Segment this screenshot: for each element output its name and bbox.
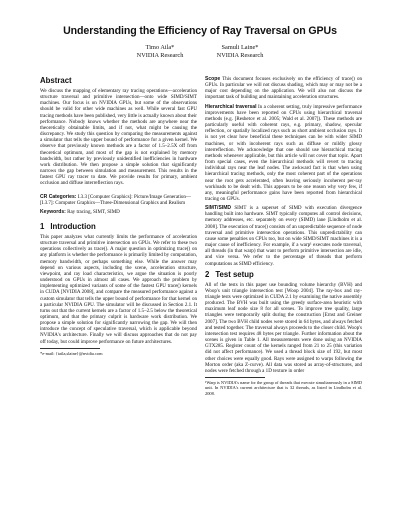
keywords-label: Keywords: [40,208,66,215]
scope-label: Scope [205,76,221,82]
introduction-paragraph: This paper analyzes what currently limits the performance of acceleration structure traversal and primitive intersection on GPUs. We refer to these two operations collectively as trace(). A major question in optimizing trace() on any platform is whether the performance is primarily limited by computation, memory bandwidth, or perhaps something else. While the answer may depend on various aspects, including the scene, acceleration structure, viewpoint, and ray load characteristics, we argue the situation is poorly understood on GPUs in almost all cases. We approach the problem by implementing optimized variants of some of the fastest GPU trace() kernels in CUDA [NVIDIA 2008], and compare the measured performance against a custom simulator that tells the upper bound of performance for that kernel on a particular NVIDIA GPU. The simulator will be discussed in Section 2.1. It turns out that the current kernels are a factor of 1.5–2.5 below the theoretical optimum, and that the primary culprit is hardware work distribution. We propose a simple solution for significantly narrowing the gap. We will then introduce the concept of speculative traversal, which is applicable beyond NVIDIA's architecture. Finally we will discuss approaches that do not pay off today, but could improve performance on future architectures. [40,233,197,345]
paper-title: Understanding the Efficiency of Ray Traversal on GPUs [63,25,337,37]
hierarchical-label: Hierarchical traversal [205,103,257,110]
email-footnote: *e-mail: {taila,slaine}@nvidia.com [40,350,103,356]
keywords [40,209,197,215]
section-number: 2 [205,269,210,279]
cr-categories [40,194,197,206]
hierarchical-text: In a coherent setting, truly impressive performance improvements have been reported on CPUs using hierarchical traversal methods (e.g. [Reshetov et al. 2005; Wald et al. 2007]). These methods are particularly useful with coherent rays, e.g. primary, shadow, specular reflection, or spatially localized rays such as short ambient occlusion rays. It is not yet clear how beneficial these techniques can be with wider SIMD machines, or with incoherent rays such as diffuse or mildly glossy interreflection. We acknowledge that one should use hierarchical tracing methods whenever applicable, but this article will not cover that topic. Apart from special cases, even the hierarchical methods will revert to tracing individual rays near the leaf nodes. The awkward fact is that when using hierarchical tracing methods, only the most coherent part of the operations near the root gets accelerated, often leaving seriously incoherent per-ray workloads to be dealt with. This appears to be one reason why very few, if any, meaningful performance gains have been reported from hierarchical tracing on GPUs. [205,103,362,202]
test-setup-paragraph: All of the tests in this paper use bounding volume hierarchy (BVH) and Woop's unit triangle intersection test [Woop 2004]. The ray-box and ray-triangle tests were optimized in CUDA 2.1 by examining the native assembly produced. The BVH was built using the greedy surface-area heuristic with maximum leaf node size 8 for all scenes. To improve tree quality, large triangles were temporarily split during the construction [Ernst and Greiner 2007]. The two BVH child nodes were stored in 64 bytes, and always fetched and tested together. The traversal always proceeds to the closer child. Woop's intersection test requires 48 bytes per triangle. Further information about the scenes is given in Table 1. All measurements were done using an NVIDIA GTX285. Register count of the kernels ranged from 21 to 25 (this variation did not affect performance). We used a thread block size of 192, but most other choices were equally good. Rays were assigned to warps following the Morton order (aka Z-curve). All data was stored as array-of-structures, and nodes were fetched through a 1D texture in order [205,281,362,374]
test-setup-heading [205,270,362,279]
hierarchical-paragraph [205,104,362,203]
section-title: Test setup [215,269,254,279]
author-name: Timo Aila* [145,44,175,51]
right-column [205,76,362,396]
footnote-rule [40,348,100,349]
cr-categories-text: I.3.3 [Computer Graphics]: Picture/Image Generation— [I.3.7]: Computer Graphics—Three-Dimensional Graphics and Realism [40,193,191,206]
scope-text: This document focuses exclusively on the efficiency of trace() on GPUs. In particular we will not discuss shading, which may or may not be a major cost depending on the application. We will also not discuss the important task of building and maintaining acceleration structures. [205,76,363,101]
scope-paragraph [205,76,362,101]
abstract-text: We discuss the mapping of elementary ray tracing operations—acceleration structure traversal and primitive intersection—onto wide SIMD/SIMT machines. Our focus is on NVIDIA GPUs, but some of the observations should be valid for other wide machines as well. While several fast GPU tracing methods have been published, very little is actually known about their performance. Nobody knows whether the methods are anywhere near the theoretically obtainable limits, and if not, what might be causing the discrepancy. We study this question by comparing the measurements against a simulator that tells the upper bound of performance for a given kernel. We observe that previously known methods are a factor of 1.5–2.5X off from theoretical optimum, and most of the gap is not explained by memory bandwidth, but rather by previously unidentified inefficiencies in hardware work distribution. We then propose a simple solution that significantly narrows the gap between simulation and measurement. This results in the fastest GPU ray tracer to date. We provide results for primary, ambient occlusion and diffuse interreflection rays. [40,88,197,187]
author-2 [185,44,295,59]
cr-categories-label: CR Categories: [40,193,77,200]
simt-label: SIMT/SIMD [205,205,232,212]
simt-paragraph [205,205,362,267]
author-name: Samuli Laine* [221,44,259,51]
section-title: Introduction [50,221,96,231]
left-column [40,76,197,356]
introduction-heading [40,222,197,231]
author-affiliation: NVIDIA Research [216,51,264,59]
section-number: 1 [40,221,45,231]
keywords-text: Ray tracing, SIMT, SIMD [67,208,120,215]
simt-text: SIMT is a superset of SIMD with execution divergence handling built into hardware. SIMT typically computes all control decisions, memory addresses, etc. separately on every (SIMD) lane [Lindholm et al. 2008]. The execution of trace() consists of an unpredictable sequence of node traversal and primitive intersection operations. This unpredictability can cause some penalties on CPUs too, but on wide SIMD/SIMT machines it is a major cause of inefficiency. For example, if a warp¹ executes node traversal, all threads (in that warp) that want to perform primitive intersection are idle, and vice versa. We refer to the percentage of threads that perform computations as SIMD efficiency. [205,205,362,267]
warp-footnote: ¹Warp is NVIDIA's name for the group of threads that execute simultaneously in a SIMD unit. In NVIDIA's current architecture that is 32 threads, as listed in Lindholm et al. 2008. [205,380,362,396]
footnote-rule [205,377,265,378]
abstract-heading: Abstract [40,76,72,85]
author-affiliation: NVIDIA Research [136,51,184,59]
